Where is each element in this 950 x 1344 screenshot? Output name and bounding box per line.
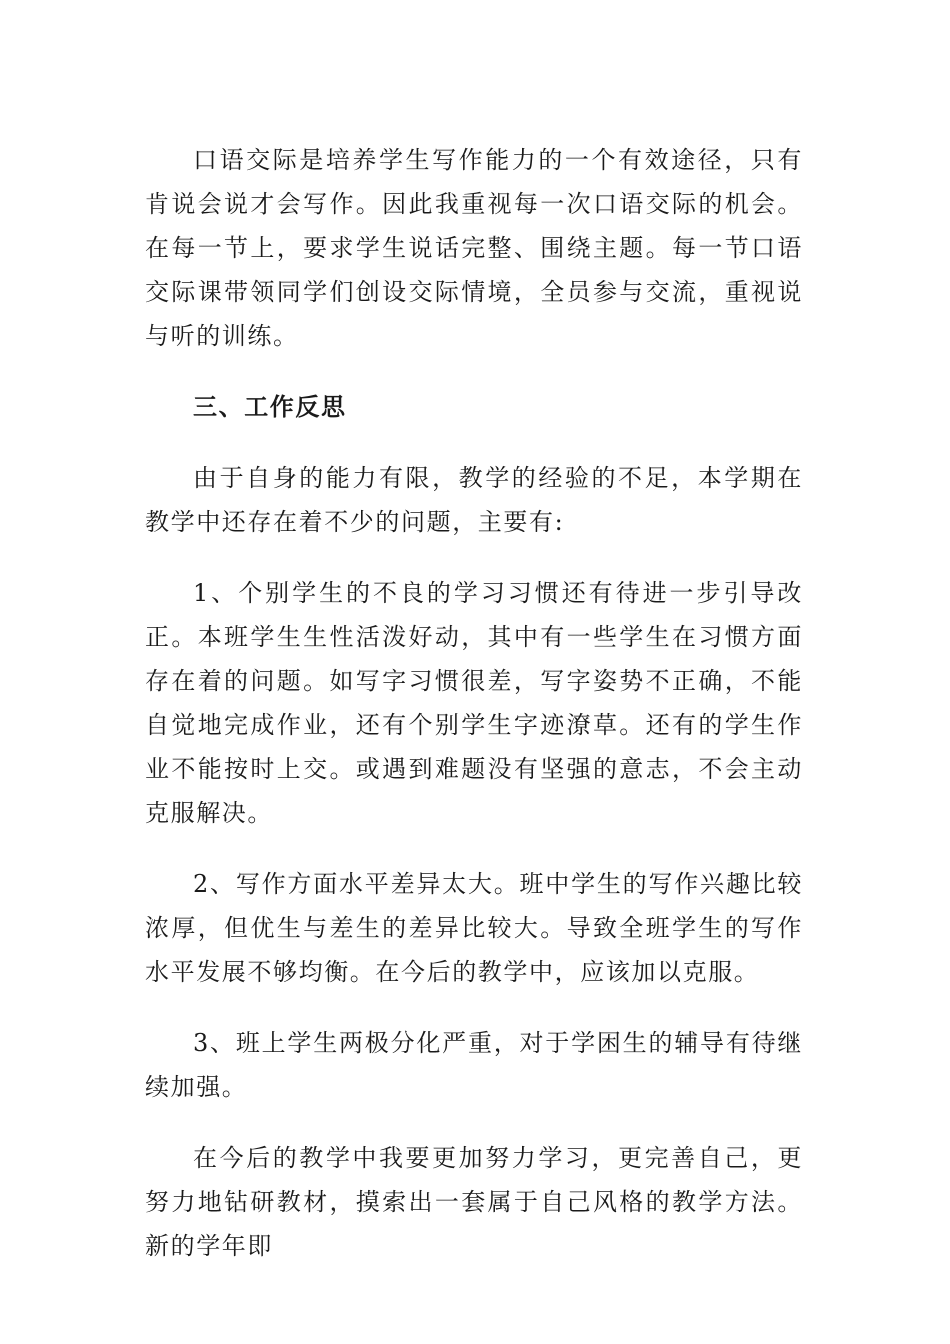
paragraph-problem-1: 1、个别学生的不良的学习习惯还有待进一步引导改正。本班学生生性活泼好动，其中有一些学生在习惯方面存在着的问题。如写字习惯很差，写字姿势不正确，不能自觉地完成作业，还有个别学生字迹潦草。还有的学生作业不能按时上交。或遇到难题没有坚强的意志，不会主动克服解决。 [145, 579, 803, 827]
paragraph-oral-communication: 口语交际是培养学生写作能力的一个有效途径，只有肯说会说才会写作。因此我重视每一次口语交际的机会。在每一节上，要求学生说话完整、围绕主题。每一节口语交际课带领同学们创设交际情境，全员参与交流，重视说与听的训练。 [145, 146, 803, 350]
paragraph-problems-intro: 由于自身的能力有限，教学的经验的不足，本学期在教学中还存在着不少的问题，主要有: [145, 464, 803, 536]
paragraph-problem-2: 2、写作方面水平差异太大。班中学生的写作兴趣比较浓厚，但优生与差生的差异比较大。导致全班学生的写作水平发展不够均衡。在今后的教学中，应该加以克服。 [145, 870, 803, 986]
paragraph-problem-3: 3、班上学生两极分化严重，对于学困生的辅导有待继续加强。 [145, 1029, 803, 1101]
document-body [145, 138, 803, 1295]
section-heading-work-reflection: 三、工作反思 [193, 393, 347, 421]
paragraph-future-plan: 在今后的教学中我要更加努力学习，更完善自己，更努力地钻研教材，摸索出一套属于自己风格的教学方法。新的学年即 [145, 1144, 803, 1260]
